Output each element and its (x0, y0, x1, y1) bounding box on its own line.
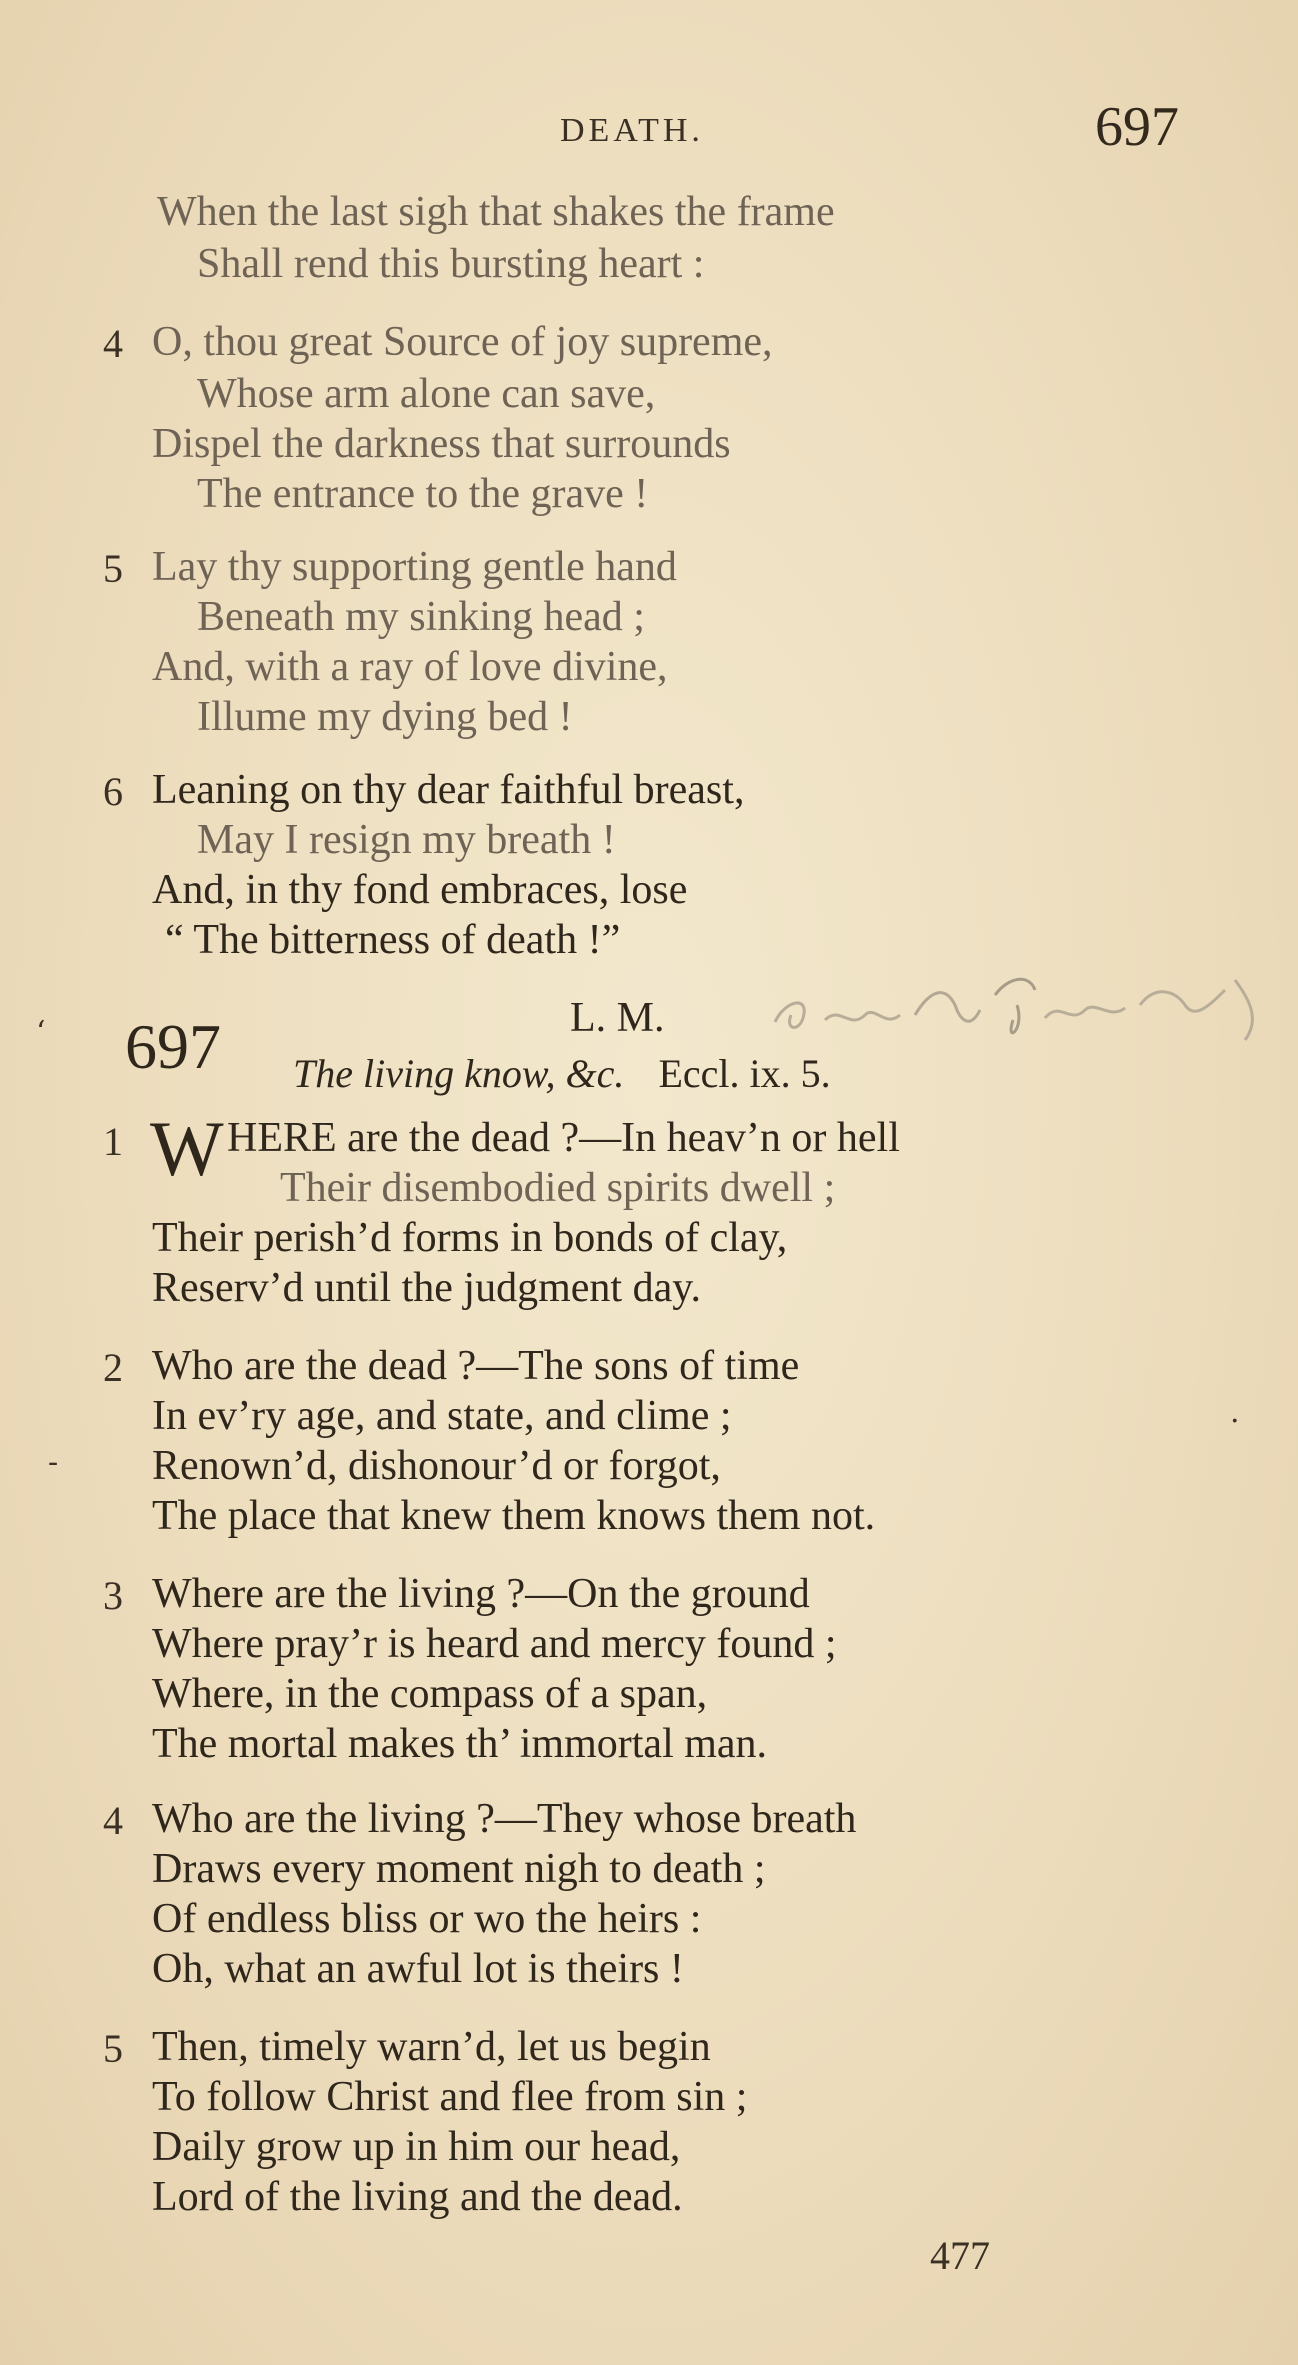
margin-mark: . (1230, 1395, 1240, 1430)
verse-line: Where pray’r is heard and mercy found ; (152, 1621, 837, 1667)
verse-number: 5 (103, 2026, 123, 2071)
verse-line: Then, timely warn’d, let us begin (152, 2024, 711, 2070)
verse-number: 6 (103, 769, 123, 814)
verse-line: Leaning on thy dear faithful breast, (152, 767, 745, 813)
verse-number: 4 (103, 1798, 123, 1843)
verse-line: The entrance to the grave ! (197, 471, 649, 517)
verse-line: Dispel the darkness that surrounds (152, 421, 731, 467)
verse-line: Draws every moment nigh to death ; (152, 1846, 766, 1892)
verse-number: 3 (103, 1573, 123, 1618)
hymn-number: 697 (125, 1011, 221, 1082)
verse-line: “ The bitterness of death !” (165, 917, 621, 963)
verse-line: Where are the living ?—On the ground (152, 1571, 810, 1617)
verse-line: Beneath my sinking head ; (197, 594, 645, 640)
verse-line: Their perish’d forms in bonds of clay, (152, 1215, 788, 1261)
verse-number: 1 (103, 1119, 123, 1164)
margin-mark: - (48, 1445, 59, 1480)
hymn-meter: L. M. (570, 995, 665, 1041)
verse-line: Their disembodied spirits dwell ; (280, 1165, 836, 1211)
handwritten-annotation (755, 960, 1285, 1050)
verse-line: Lay thy supporting gentle hand (152, 544, 677, 590)
signature-mark: 477 (930, 2233, 990, 2278)
drop-cap: W (150, 1105, 224, 1192)
verse-line: Who are the dead ?—The sons of time (152, 1343, 800, 1389)
page-number: 697 (1095, 96, 1179, 158)
verse-line: HERE are the dead ?—In heav’n or hell (227, 1115, 900, 1161)
verse-line: To follow Christ and flee from sin ; (152, 2074, 748, 2120)
verse-line: Whose arm alone can save, (197, 371, 656, 417)
verse-line: Renown’d, dishonour’d or forgot, (152, 1443, 721, 1489)
verse-line: Where, in the compass of a span, (152, 1671, 708, 1717)
verse-line: May I resign my breath ! (197, 817, 616, 863)
verse-line: Illume my dying bed ! (197, 694, 573, 740)
verse-line: And, with a ray of love divine, (152, 644, 668, 690)
verse-line: The place that knew them knows them not. (152, 1493, 876, 1539)
verse-line: Lord of the living and the dead. (152, 2174, 683, 2220)
verse-number: 5 (103, 546, 123, 591)
verse-line: The mortal makes th’ immortal man. (152, 1721, 768, 1767)
verse-line: When the last sigh that shakes the frame (157, 189, 835, 235)
verse-number: 4 (103, 321, 123, 366)
verse-line: Daily grow up in him our head, (152, 2124, 681, 2170)
section-title: DEATH. (560, 112, 704, 149)
hymn-subtitle (293, 1050, 831, 1097)
scripture-reference: Eccl. ix. 5. (658, 1051, 831, 1096)
verse-line: And, in thy fond embraces, lose (152, 867, 688, 913)
verse-line: Reserv’d until the judgment day. (152, 1265, 701, 1311)
verse-line: O, thou great Source of joy supreme, (152, 319, 773, 365)
margin-mark: ‘ (36, 1015, 46, 1050)
verse-line: Oh, what an awful lot is theirs ! (152, 1946, 684, 1992)
verse-line: Shall rend this bursting heart : (197, 241, 705, 287)
hymn-subtitle-text: The living know, &c. (293, 1051, 625, 1096)
verse-number: 2 (103, 1345, 123, 1390)
verse-line: In ev’ry age, and state, and clime ; (152, 1393, 732, 1439)
verse-line: Who are the living ?—They whose breath (152, 1796, 857, 1842)
verse-line: Of endless bliss or wo the heirs : (152, 1896, 702, 1942)
